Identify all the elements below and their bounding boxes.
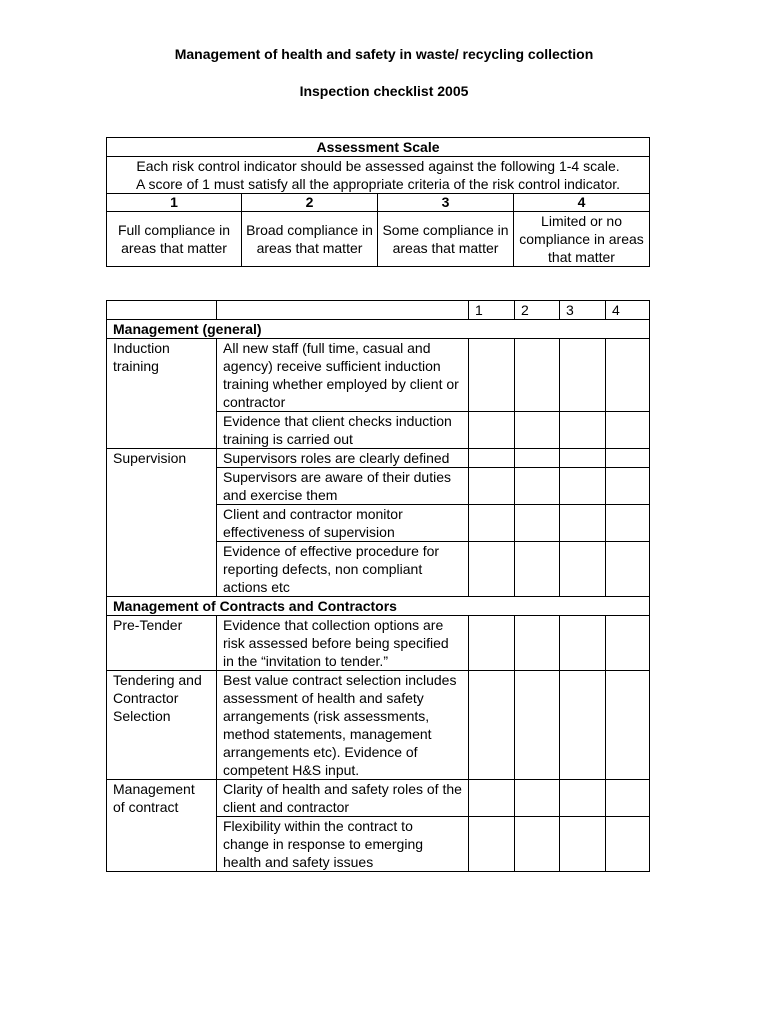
scale-instruction-1: Each risk control indicator should be assessed against the following 1-4 scale. [107,157,650,176]
score-cell-2[interactable] [515,671,560,780]
category-pre-tender: Pre-Tender [107,616,217,671]
score-cell-3[interactable] [560,616,606,671]
score-cell-2[interactable] [515,817,560,872]
score-cell-1[interactable] [469,468,515,505]
section-title-management-general: Management (general) [107,320,650,339]
inspection-checklist-table [106,300,650,872]
category-tendering: Tendering and Contractor Selection [107,671,217,780]
score-header-2: 2 [515,301,560,320]
scale-instruction-2: A score of 1 must satisfy all the appropriate criteria of the risk control indicator. [107,175,650,194]
score-header-4: 4 [606,301,650,320]
score-cell-4[interactable] [606,449,650,468]
criteria-item: Supervisors roles are clearly defined [217,449,469,468]
criteria-item: Best value contract selection includes assessment of health and safety arrangements (risk assessments, method statements, management arrangements etc). Evidence of competent H&S input. [217,671,469,780]
score-cell-4[interactable] [606,468,650,505]
score-cell-3[interactable] [560,542,606,597]
scale-instruction-row [107,157,650,176]
score-cell-3[interactable] [560,505,606,542]
score-cell-1[interactable] [469,449,515,468]
score-cell-4[interactable] [606,412,650,449]
table-row [107,671,650,780]
score-cell-2[interactable] [515,616,560,671]
scale-score-3: 3 [378,194,514,212]
header-blank-category [107,301,217,320]
score-cell-4[interactable] [606,780,650,817]
score-cell-2[interactable] [515,780,560,817]
score-cell-2[interactable] [515,468,560,505]
score-cell-1[interactable] [469,780,515,817]
scale-heading: Assessment Scale [107,138,650,157]
section-title-contracts: Management of Contracts and Contractors [107,597,650,616]
criteria-item: Clarity of health and safety roles of the client and contractor [217,780,469,817]
section-header-row [107,320,650,339]
score-cell-3[interactable] [560,468,606,505]
scale-description-2: Broad compliance in areas that matter [242,212,378,267]
score-header-3: 3 [560,301,606,320]
score-cell-1[interactable] [469,505,515,542]
score-cell-4[interactable] [606,339,650,412]
score-header-1: 1 [469,301,515,320]
category-management-of-contract: Management of contract [107,780,217,872]
scale-score-4: 4 [514,194,650,212]
scale-score-2: 2 [242,194,378,212]
score-cell-4[interactable] [606,671,650,780]
score-cell-2[interactable] [515,339,560,412]
criteria-item: Flexibility within the contract to change in response to emerging health and safety issues [217,817,469,872]
score-cell-1[interactable] [469,616,515,671]
score-cell-3[interactable] [560,412,606,449]
scale-descriptions-row [107,212,650,267]
score-cell-2[interactable] [515,505,560,542]
score-cell-3[interactable] [560,671,606,780]
table-row [107,449,650,468]
score-cell-4[interactable] [606,616,650,671]
score-cell-2[interactable] [515,412,560,449]
criteria-item: Client and contractor monitor effectiveness of supervision [217,505,469,542]
category-induction-training: Induction training [107,339,217,449]
score-cell-2[interactable] [515,542,560,597]
score-cell-3[interactable] [560,449,606,468]
criteria-item: All new staff (full time, casual and agency) receive sufficient induction training whether employed by client or contractor [217,339,469,412]
table-row [107,780,650,817]
score-cell-1[interactable] [469,412,515,449]
scale-instruction-row [107,175,650,194]
score-cell-4[interactable] [606,542,650,597]
table-row [107,339,650,412]
score-cell-1[interactable] [469,817,515,872]
scale-description-3: Some compliance in areas that matter [378,212,514,267]
score-cell-3[interactable] [560,780,606,817]
criteria-item: Evidence of effective procedure for reporting defects, non compliant actions etc [217,542,469,597]
checklist-header-row [107,301,650,320]
scale-description-4: Limited or no compliance in areas that matter [514,212,650,267]
score-cell-1[interactable] [469,339,515,412]
section-header-row [107,597,650,616]
table-row [107,616,650,671]
score-cell-2[interactable] [515,449,560,468]
criteria-item: Evidence that client checks induction training is carried out [217,412,469,449]
scale-description-1: Full compliance in areas that matter [107,212,242,267]
score-cell-3[interactable] [560,817,606,872]
criteria-item: Evidence that collection options are risk assessed before being specified in the “invitation to tender.” [217,616,469,671]
score-cell-1[interactable] [469,542,515,597]
scale-score-1: 1 [107,194,242,212]
criteria-item: Supervisors are aware of their duties and exercise them [217,468,469,505]
score-cell-3[interactable] [560,339,606,412]
document-title: Management of health and safety in waste/ recycling collection [174,46,594,62]
score-cell-1[interactable] [469,671,515,780]
score-cell-4[interactable] [606,505,650,542]
scale-heading-row [107,138,650,157]
header-blank-criteria [217,301,469,320]
assessment-scale-table [106,137,650,267]
scale-numbers-row [107,194,650,212]
score-cell-4[interactable] [606,817,650,872]
document-subtitle: Inspection checklist 2005 [299,83,469,99]
category-supervision: Supervision [107,449,217,597]
